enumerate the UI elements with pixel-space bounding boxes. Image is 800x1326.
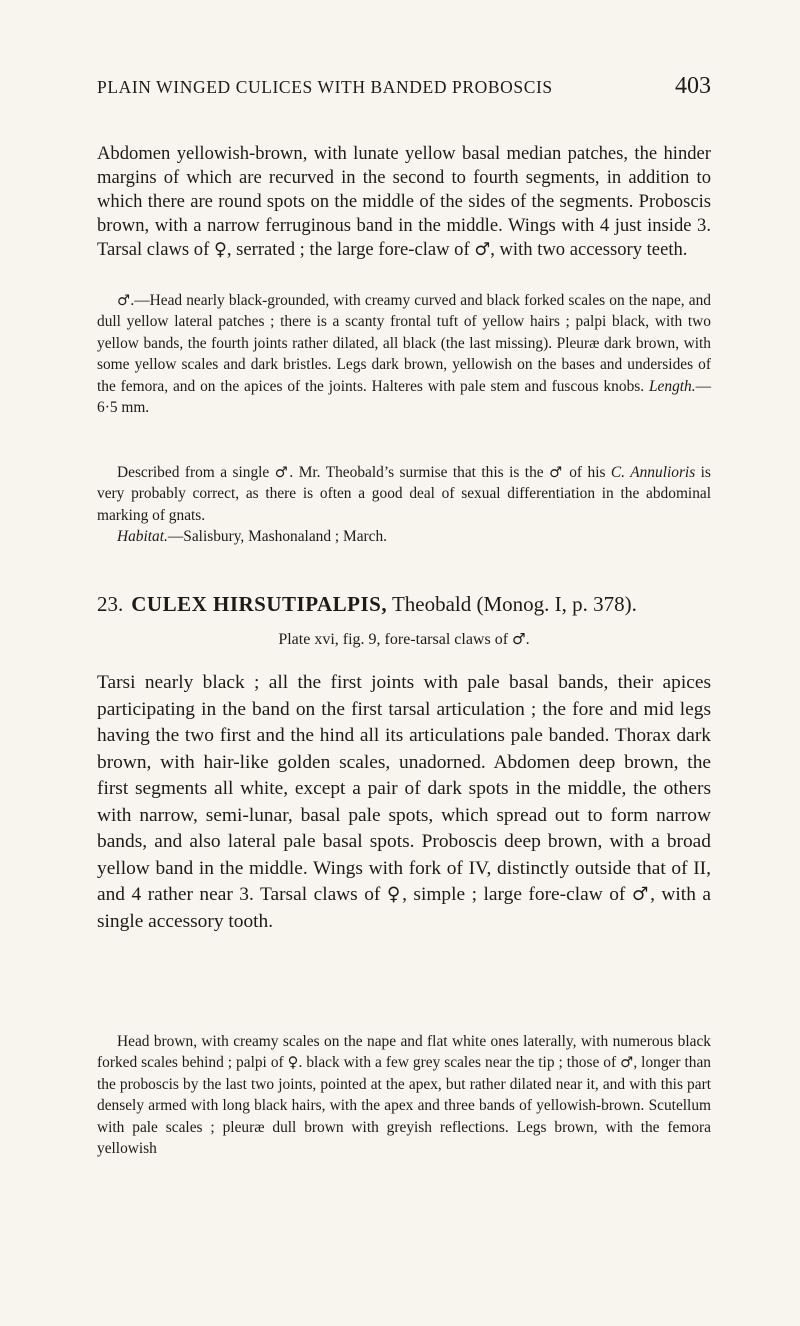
text-run: Head brown, with creamy scales on the nape and flat white ones laterally, with numerous black forked scales behind ; palpi of: [97, 1033, 711, 1072]
running-title: PLAIN WINGED CULICES WITH BANDED PROBOSCIS: [97, 77, 553, 97]
text-run: , simple ; large fore-claw of: [402, 884, 626, 905]
male-symbol: ♂: [549, 464, 564, 481]
text-run: Abdomen yellowish-brown, with lunate yellow basal median patches, the hinder margins of which are recurved in the second to fourth segments, in addition to which there are round spots on the middle of the sides of the segments. Proboscis brown, with a narrow ferruginous band in the middle. Wings with 4 just inside 3. Tarsal claws of: [97, 143, 711, 260]
paragraph-head-description: [97, 1031, 711, 1159]
species-citation: Theobald (Monog. I, p. 378).: [391, 592, 637, 616]
length-label: Length.: [648, 377, 696, 395]
paragraph-described-from: [97, 462, 711, 526]
female-symbol: ♀: [213, 240, 227, 260]
text-run: , with a single accessory tooth.: [97, 884, 711, 932]
male-symbol: ♂: [117, 292, 131, 309]
male-symbol: ♂: [474, 240, 491, 260]
text-run: , longer than the proboscis by the last two joints, pointed at the apex, but rather dilated near it, and with this part densely armed with long black hairs, with the apex and three bands of yellowish-brown. Scutellum with pale scales ; pleuræ dull brown with greyish reflections. Legs brown, with the femora yellowish: [97, 1054, 711, 1158]
species-number: 23.: [97, 592, 124, 616]
plate-reference: Plate xvi, fig. 9, fore-tarsal claws of ♂.: [278, 630, 530, 648]
species-heading: [97, 590, 711, 618]
male-symbol: ♂: [620, 1054, 634, 1072]
text-run: Tarsi nearly black ; all the first joints with pale basal bands, their apices participating in the band on the first tarsal articulation ; the fore and mid legs having the two first and the hind all its articulations pale banded. Thorax dark brown, with hair-like golden scales, unadorned. Abdomen deep brown, the first segments all white, except a pair of dark spots in the middle, the others with narrow, semi-lunar, basal pale spots, which spread out to form narrow bands, and also lateral pale basal spots. Proboscis deep brown, with a broad yellow band in the middle. Wings with fork of IV, distinctly outside that of II, and 4 rather near 3. Tarsal claws of: [97, 672, 711, 905]
paragraph-abdomen-description: [97, 142, 711, 262]
text-run: . Mr. Theobald’s surmise that this is the: [289, 464, 544, 481]
habitat-label: Habitat.: [117, 528, 168, 545]
running-head: [97, 73, 711, 103]
paragraph-species-description: [97, 670, 711, 935]
length-value: — 6·5 mm.: [97, 377, 711, 417]
male-symbol: ♂: [631, 884, 651, 905]
paragraph-habitat: [97, 526, 711, 547]
paragraph-male-description: [97, 290, 711, 418]
species-title: CULEX HIRSUTIPALPIS,: [131, 592, 388, 616]
text-run: of his: [569, 464, 606, 481]
text-run: .—Head nearly black-grounded, with creamy curved and black forked scales on the nape, and dull yellow lateral patches ; there is a scanty frontal tuft of yellow hairs ; palpi black, with two yellow bands, the fourth joints rather dilated, all black (the last missing). Pleuræ dark brown, with some yellow scales and dark bristles. Legs dark brown, yellowish on the bases and undersides of the femora, and on the apices of the joints. Halteres with pale stem and fuscous knobs.: [97, 292, 711, 395]
text-run: . black with a few grey scales near the tip ; those of: [298, 1054, 617, 1072]
text-run: , with two accessory teeth.: [490, 239, 688, 260]
female-symbol: ♀: [287, 1054, 299, 1072]
text-run: is very probably correct, as there is often a good deal of sexual differentiation in the abdominal marking of gnats.: [97, 464, 711, 524]
species-name: C. Annulioris: [610, 464, 696, 481]
habitat-value: —Salisbury, Mashonaland ; March.: [167, 528, 388, 545]
text-run: , serrated ; the large fore-claw of: [226, 239, 470, 260]
plate-reference-text: Plate xvi, fig. 9, fore-tarsal claws of: [278, 631, 509, 648]
male-symbol: ♂: [274, 464, 290, 481]
female-symbol: ♀: [386, 884, 403, 905]
male-symbol: ♂: [512, 630, 526, 648]
text-run: Described from a single: [117, 464, 270, 481]
page-number: 403: [675, 73, 711, 99]
